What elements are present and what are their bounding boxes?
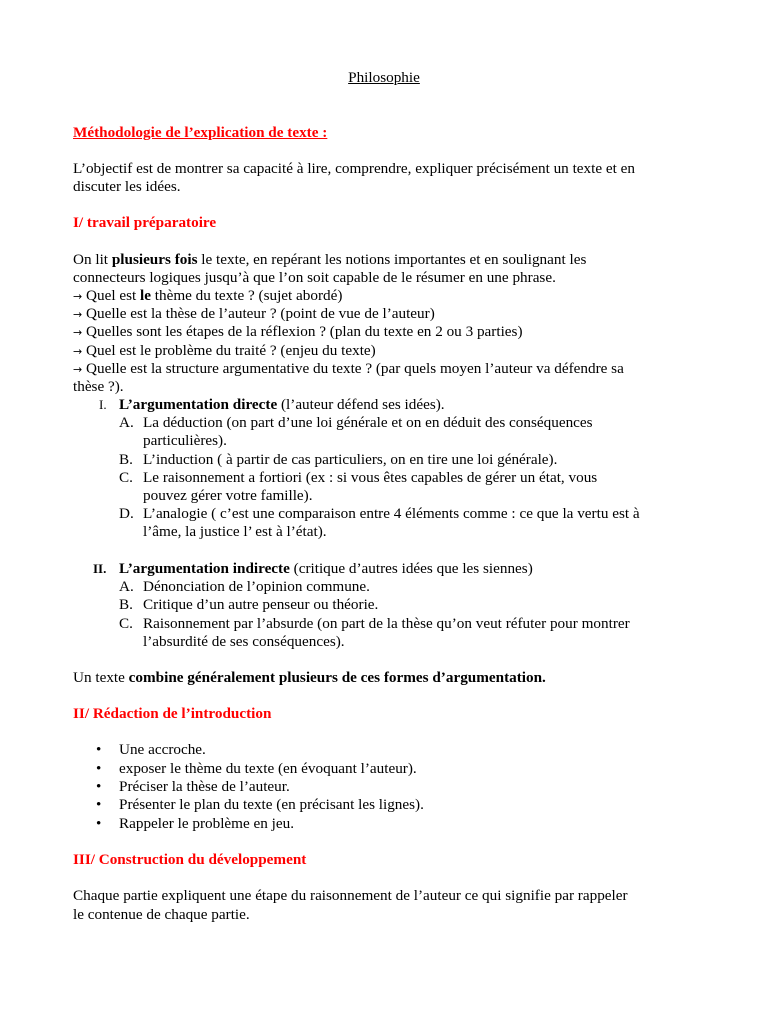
arg-direct-item-d-cont: l’âme, la justice l’ est à l’état). [143, 523, 327, 540]
arg-indirect-item-c-cont: l’absurdité de ses conséquences). [143, 633, 345, 650]
question-5-continued: thèse ?). [73, 378, 124, 395]
question-2: → Quelle est la thèse de l’auteur ? (point de vue de l’auteur) [73, 305, 435, 322]
section-1-heading: I/ travail préparatoire [73, 214, 217, 231]
question-1: → Quel est le thème du texte ? (sujet abordé) [73, 287, 343, 304]
section-1-paragraph-line-1: On lit plusieurs fois le texte, en repérant les notions importantes et en soulignant les [73, 251, 587, 268]
intro-line-1: L’objectif est de montrer sa capacité à lire, comprendre, expliquer précisément un texte et en [73, 160, 635, 177]
bullet-icon: • [96, 815, 102, 832]
bullet-icon: • [96, 760, 102, 777]
section-2-heading: II/ Rédaction de l’introduction [73, 705, 272, 722]
section-3-heading: III/ Construction du développement [73, 851, 307, 868]
arg-direct-item-a: La déduction (on part d’une loi générale et on en déduit des conséquences [143, 414, 593, 431]
bullet-icon: • [96, 778, 102, 795]
arg-direct-item-a-cont: particulières). [143, 432, 227, 449]
arrow-icon: → [73, 363, 83, 376]
arrow-icon: → [73, 326, 83, 339]
arg-indirect-letter-a: A. [119, 578, 134, 595]
section-1-paragraph-line-2: connecteurs logiques jusqu’à que l’on soit capable de le résumer en une phrase. [73, 269, 556, 286]
intro-step-1: Une accroche. [119, 741, 206, 758]
section-3-line-1: Chaque partie expliquent une étape du raisonnement de l’auteur ce qui signifie par rappeler [73, 887, 628, 904]
combine-sentence: Un texte combine généralement plusieurs de ces formes d’argumentation. [73, 669, 546, 686]
arg-direct-letter-a: A. [119, 414, 134, 431]
intro-line-2: discuter les idées. [73, 178, 181, 195]
arrow-icon: → [73, 308, 83, 321]
page-title: Philosophie [348, 69, 420, 86]
arg-direct-item-c-cont: pouvez gérer votre famille). [143, 487, 313, 504]
question-3: → Quelles sont les étapes de la réflexion ? (plan du texte en 2 ou 3 parties) [73, 323, 523, 340]
arg-direct-item-d: L’analogie ( c’est une comparaison entre 4 éléments comme : ce que la vertu est à [143, 505, 640, 522]
arg-direct-letter-c: C. [119, 469, 133, 486]
question-5: → Quelle est la structure argumentative du texte ? (par quels moyen l’auteur va défendre sa [73, 360, 624, 377]
arg-indirect-item-c: Raisonnement par l’absurde (on part de la thèse qu’on veut réfuter pour montrer [143, 615, 630, 632]
arg-indirect-letter-c: C. [119, 615, 133, 632]
arg-indirect-item-a: Dénonciation de l’opinion commune. [143, 578, 370, 595]
arg-direct-item-b: L’induction ( à partir de cas particuliers, on en tire une loi générale). [143, 451, 558, 468]
intro-step-3: Préciser la thèse de l’auteur. [119, 778, 290, 795]
arg-direct-item-c: Le raisonnement a fortiori (ex : si vous êtes capables de gérer un état, vous [143, 469, 598, 486]
intro-step-4: Présenter le plan du texte (en précisant les lignes). [119, 796, 424, 813]
arg-indirect-item-b: Critique d’un autre penseur ou théorie. [143, 596, 379, 613]
main-heading: Méthodologie de l’explication de texte : [73, 124, 328, 141]
arrow-icon: → [73, 345, 83, 358]
arg-direct-letter-b: B. [119, 451, 133, 468]
question-4: → Quel est le problème du traité ? (enjeu du texte) [73, 342, 376, 359]
arg-indirect-letter-b: B. [119, 596, 133, 613]
section-3-line-2: le contenue de chaque partie. [73, 906, 250, 923]
arg-indirect-title: L’argumentation indirecte (critique d’autres idées que les siennes) [119, 560, 533, 577]
intro-step-5: Rappeler le problème en jeu. [119, 815, 295, 832]
arg-direct-letter-d: D. [119, 505, 134, 522]
bullet-icon: • [96, 796, 102, 813]
arrow-icon: → [73, 290, 83, 303]
intro-step-2: exposer le thème du texte (en évoquant l’auteur). [119, 760, 417, 777]
roman-numeral-2: II. [93, 561, 107, 576]
bullet-icon: • [96, 741, 102, 758]
roman-numeral-1: I. [99, 397, 107, 412]
arg-direct-title: L’argumentation directe (l’auteur défend ses idées). [119, 396, 445, 413]
